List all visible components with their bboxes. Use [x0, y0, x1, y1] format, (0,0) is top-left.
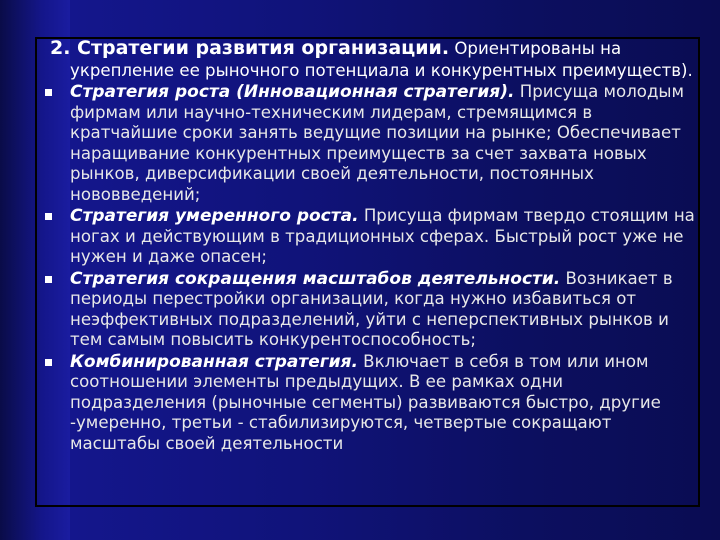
strategy-term: Комбинированная стратегия.: [70, 351, 358, 372]
square-bullet-icon: [45, 359, 52, 366]
heading-title: 2. Стратегии развития организации.: [50, 37, 450, 59]
strategy-description: Включает в себя в том или ином соотношении элементы предыдущих. В ее рамках одни подразделения (рыночные сегменты) развиваются быстро, другие -умеренно, третьи - стабилизируются, четвертые сокращают масштабы своей деятельности: [70, 351, 661, 453]
square-bullet-icon: [45, 89, 52, 96]
list-item: [50, 269, 700, 351]
list-item: [50, 352, 700, 455]
strategy-term: Стратегия сокращения масштабов деятельности.: [70, 268, 561, 289]
strategy-description: Возникает в периоды перестройки организации, когда нужно избавиться от неэффективных подразделений, уйти с неперспективных рынков и тем самым повысить конкурентоспособность;: [70, 268, 673, 349]
strategy-list: [50, 82, 700, 454]
strategy-term: Стратегия умеренного роста.: [70, 206, 359, 226]
strategy-description: Присуща фирмам твердо стоящим на ногах и действующим в традиционных сферах. Быстрый рост уже не нужен и даже опасен;: [70, 206, 695, 266]
slide-content: [50, 38, 700, 454]
square-bullet-icon: [45, 213, 52, 220]
list-item: [50, 206, 700, 268]
heading-lead: Ориентированы на: [449, 39, 622, 58]
list-item: [50, 82, 700, 205]
strategy-term: Стратегия роста (Инновационная стратегия).: [70, 82, 515, 102]
strategy-description: Присуща молодым фирмам или научно-техническим лидерам, стремящимся в кратчайшие сроки занять ведущие позиции на рынке; Обеспечивает наращивание конкурентных преимуществ за счет захвата новых рынков, диверсификации своей деятельности, постоянных нововведений;: [70, 82, 685, 204]
heading-continuation: укрепление ее рыночного потенциала и конкурентных преимуществ).: [70, 60, 693, 80]
square-bullet-icon: [45, 276, 52, 283]
slide-heading: [50, 38, 700, 81]
